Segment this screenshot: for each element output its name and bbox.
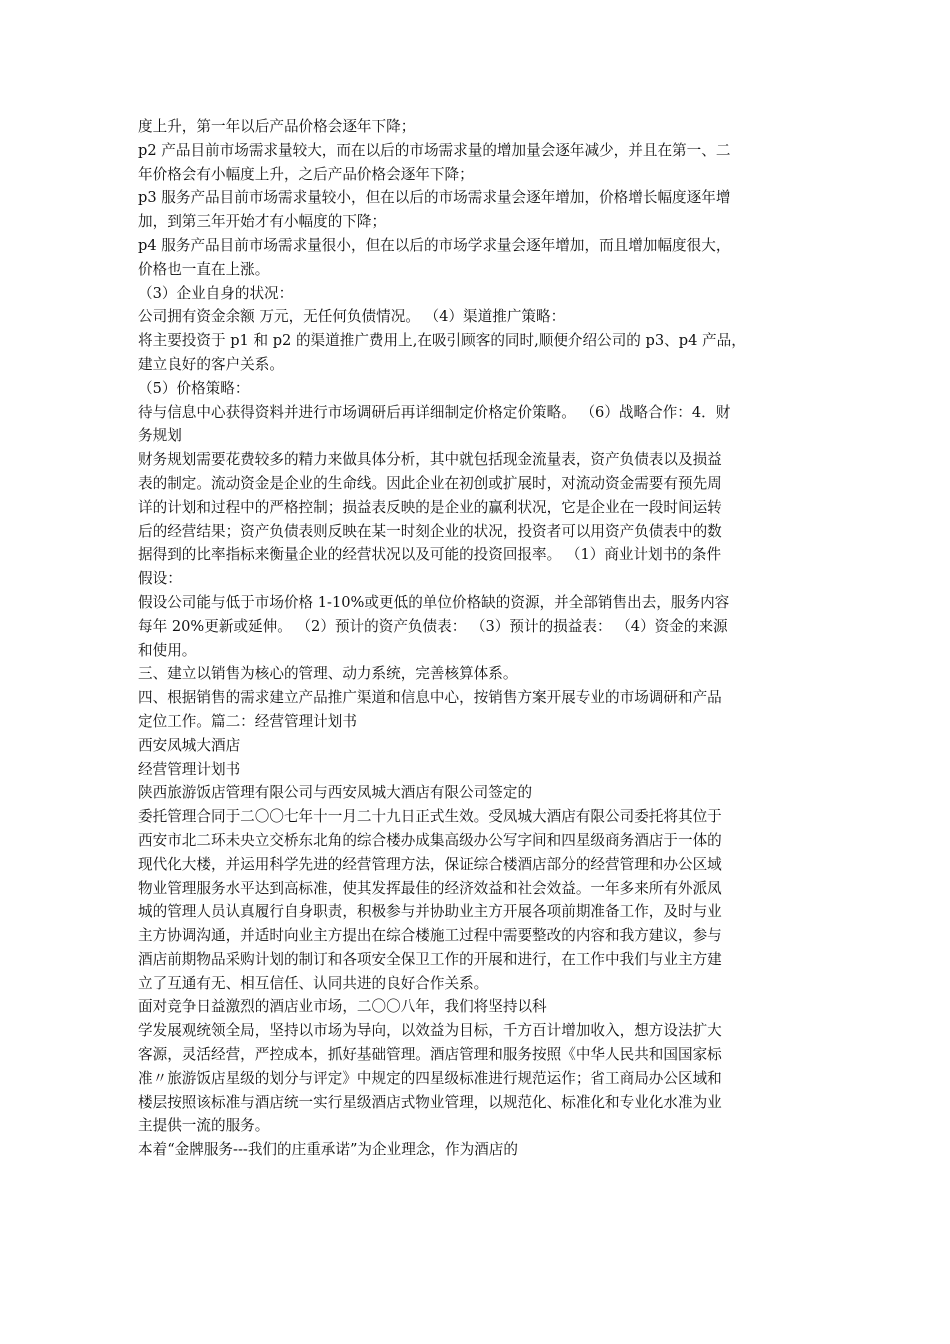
text-line: （5）价格策略： <box>138 379 250 397</box>
text-line: 和使用。 <box>138 641 197 659</box>
text-line: 假设公司能与低于市场价格 1-10%或更低的单位价格缺的资源，并全部销售出去，服务内容 <box>138 593 730 611</box>
text-line: 经营管理计划书 <box>138 760 241 778</box>
text-line: 每年 20%更新或延伸。 （2）预计的资产负债表： （3）预计的损益表： （4）资金的来源 <box>138 617 728 635</box>
text-line: 表的制定。流动资金是企业的生命线。因此企业在初创或扩展时，对流动资金需要有预先周 <box>138 474 722 492</box>
text-line: 务规划 <box>138 427 182 445</box>
text-line: 主方协调沟通，并适时向业主方提出在综合楼施工过程中需要整改的内容和我方建议，参与 <box>138 927 722 945</box>
text-line: 将主要投资于 p1 和 p2 的渠道推广费用上,在吸引顾客的同时,顺便介绍公司的 p3、p4 产品， <box>138 332 746 350</box>
text-line: 加，到第三年开始才有小幅度的下降； <box>138 213 387 231</box>
text-line: 财务规划需要花费较多的精力来做具体分析，其中就包括现金流量表，资产负债表以及损益 <box>138 451 722 469</box>
text-line: 四、根据销售的需求建立产品推广渠道和信息中心，按销售方案开展专业的市场调研和产品 <box>138 689 722 707</box>
text-line: 物业管理服务水平达到高标准，使其发挥最佳的经济效益和社会效益。一年多来所有外派凤 <box>138 879 722 897</box>
text-line: 度上升，第一年以后产品价格会逐年下降； <box>138 118 416 135</box>
text-line: 定位工作。篇二：经营管理计划书 <box>138 712 357 730</box>
text-line: 待与信息中心获得资料并进行市场调研后再详细制定价格定价策略。 （6）战略合作：4．财 <box>138 403 731 421</box>
text-line: 建立良好的客户关系。 <box>138 355 284 373</box>
text-line: p2 产品目前市场需求量较大，而在以后的市场需求量的增加量会逐年减少，并且在第一、二 <box>138 141 731 159</box>
text-line: 据得到的比率指标来衡量企业的经营状况以及可能的投资回报率。 （1）商业计划书的条件 <box>138 546 722 564</box>
text-line: 主提供一流的服务。 <box>138 1117 270 1135</box>
text-line: p3 服务产品目前市场需求量较小，但在以后的市场需求量会逐年增加，价格增长幅度逐年增 <box>138 189 731 207</box>
text-line: 委托管理合同于二〇〇七年十一月二十九日正式生效。受凤城大酒店有限公司委托将其位于 <box>138 808 722 826</box>
text-line: 现代化大楼，并运用科学先进的经营管理方法，保证综合楼酒店部分的经营管理和办公区域 <box>138 855 722 873</box>
text-line: 客源，灵活经营，严控成本，抓好基础管理。酒店管理和服务按照《中华人民共和国国家标 <box>138 1046 722 1064</box>
text-line: 楼层按照该标准与酒店统一实行星级酒店式物业管理，以规范化、标准化和专业化水准为业 <box>138 1093 722 1111</box>
text-line: 酒店前期物品采购计划的制订和各项安全保卫工作的开展和进行，在工作中我们与业主方建 <box>138 950 722 968</box>
text-line: 西安凤城大酒店 <box>138 736 241 754</box>
text-line: 本着“金牌服务---我们的庄重承诺”为企业理念，作为酒店的 <box>138 1141 518 1159</box>
text-line: 面对竞争日益激烈的酒店业市场，二〇〇八年，我们将坚持以科 <box>138 998 547 1016</box>
text-line: 年价格会有小幅度上升，之后产品价格会逐年下降； <box>138 165 474 183</box>
text-line: 价格也一直在上涨。 <box>138 260 270 278</box>
text-line: 立了互通有无、相互信任、认同共进的良好合作关系。 <box>138 974 489 992</box>
text-line: 学发展观统领全局，坚持以市场为导向，以效益为目标，千方百计增加收入，想方设法扩大 <box>138 1022 722 1040</box>
document-body <box>138 115 816 1162</box>
text-line: 城的管理人员认真履行自身职责，积极参与并协助业主方开展各项前期准备工作，及时与业 <box>138 903 722 921</box>
text-line: 西安市北二环未央立交桥东北角的综合楼办成集高级办公写字间和四星级商务酒店于一体的 <box>138 831 722 849</box>
text-line: 陕西旅游饭店管理有限公司与西安凤城大酒店有限公司签定的 <box>138 784 533 802</box>
text-line: 三、建立以销售为核心的管理、动力系统，完善核算体系。 <box>138 665 518 683</box>
text-line: （3）企业自身的状况： <box>138 284 294 302</box>
text-line: p4 服务产品目前市场需求量很小，但在以后的市场学求量会逐年增加，而且增加幅度很大， <box>138 236 731 254</box>
text-line: 假设： <box>138 570 182 588</box>
text-line: 公司拥有资金余额 万元，无任何负债情况。 （4）渠道推广策略： <box>138 308 566 326</box>
text-line: 后的经营结果；资产负债表则反映在某一时刻企业的状况，投资者可以用资产负债表中的数 <box>138 522 722 540</box>
text-line: 详的计划和过程中的严格控制；损益表反映的是企业的赢利状况，它是企业在一段时间运转 <box>138 498 722 516</box>
text-line: 准〃旅游饭店星级的划分与评定》中规定的四星级标准进行规范运作；省工商局办公区域和 <box>138 1069 722 1087</box>
